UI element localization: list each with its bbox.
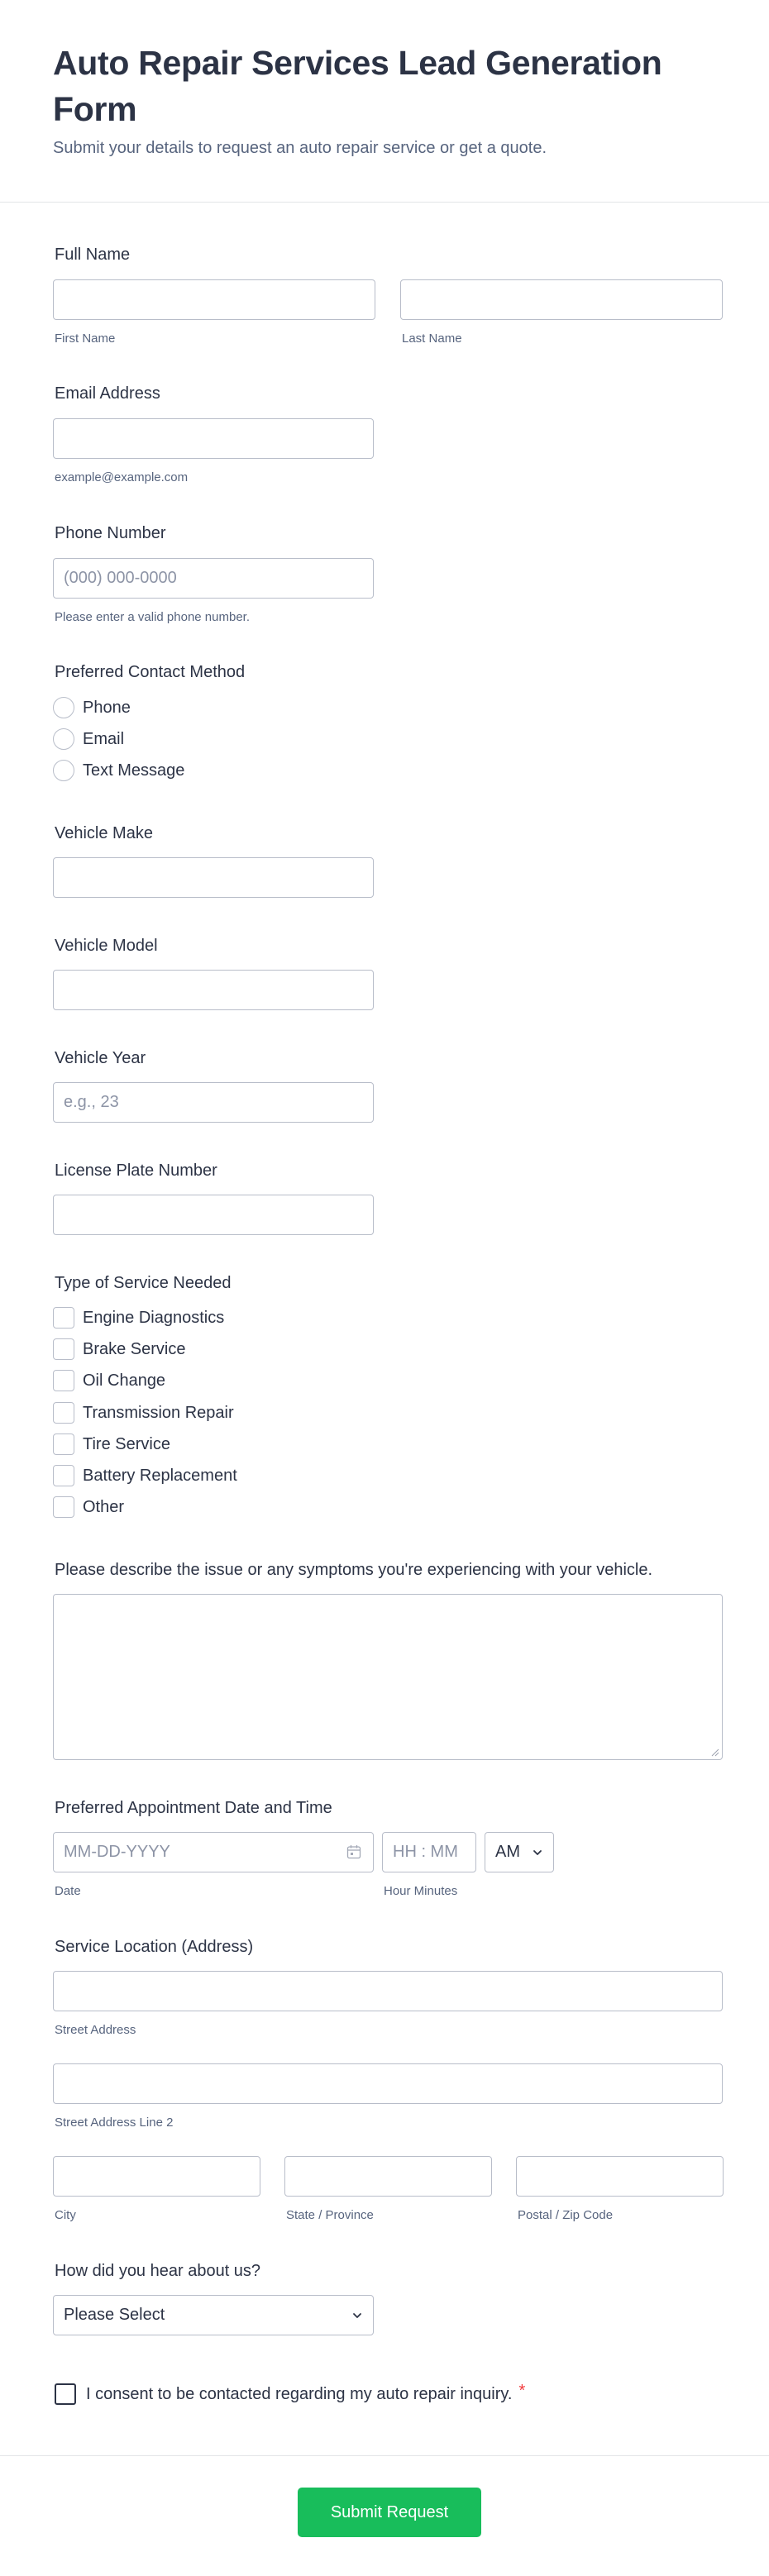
contact-option-email[interactable] bbox=[53, 727, 124, 751]
radio-option-label: Text Message bbox=[83, 761, 185, 780]
state-sublabel: State / Province bbox=[286, 2208, 374, 2222]
first-name-sublabel: First Name bbox=[55, 332, 116, 346]
street-address-input[interactable] bbox=[53, 1971, 723, 2011]
license-plate-label: License Plate Number bbox=[55, 1162, 217, 1180]
service-type-label: Type of Service Needed bbox=[55, 1274, 232, 1292]
resize-grip-icon[interactable] bbox=[709, 1747, 719, 1757]
vehicle-year-label: Vehicle Year bbox=[55, 1049, 146, 1067]
service-option-engine-diagnostics[interactable] bbox=[53, 1306, 224, 1329]
contact-option-text-message[interactable] bbox=[53, 759, 184, 782]
checkbox[interactable] bbox=[53, 1370, 74, 1391]
checkbox-option-label: Tire Service bbox=[83, 1435, 170, 1453]
checkbox-option-label: Brake Service bbox=[83, 1340, 186, 1358]
last-name-sublabel: Last Name bbox=[402, 332, 462, 346]
service-option-oil-change[interactable] bbox=[53, 1369, 165, 1392]
service-option-battery-replacement[interactable] bbox=[53, 1464, 237, 1487]
chevron-down-icon bbox=[351, 2310, 363, 2321]
radio-button[interactable] bbox=[53, 697, 74, 718]
radio-button[interactable] bbox=[53, 728, 74, 750]
appointment-label: Preferred Appointment Date and Time bbox=[55, 1799, 332, 1817]
phone-label: Phone Number bbox=[55, 524, 166, 542]
checkbox[interactable] bbox=[53, 1402, 74, 1424]
first-name-input[interactable] bbox=[53, 279, 375, 320]
service-option-other[interactable] bbox=[53, 1496, 124, 1519]
consent-text: I consent to be contacted regarding my auto repair inquiry. bbox=[86, 2385, 513, 2403]
postal-code-input[interactable] bbox=[516, 2156, 724, 2197]
street-address-line2-input[interactable] bbox=[53, 2063, 723, 2104]
date-input[interactable] bbox=[54, 1833, 327, 1872]
checkbox-option-label: Engine Diagnostics bbox=[83, 1309, 225, 1327]
vehicle-make-input[interactable] bbox=[53, 857, 374, 898]
radio-button[interactable] bbox=[53, 760, 74, 781]
checkbox[interactable] bbox=[53, 1465, 74, 1486]
checkbox-option-label: Other bbox=[83, 1498, 125, 1516]
time-input[interactable] bbox=[382, 1832, 476, 1872]
last-name-input[interactable] bbox=[400, 279, 723, 320]
address-label: Service Location (Address) bbox=[55, 1938, 254, 1956]
referral-select[interactable] bbox=[53, 2295, 374, 2335]
vehicle-make-label: Vehicle Make bbox=[55, 824, 153, 842]
vehicle-model-label: Vehicle Model bbox=[55, 937, 158, 955]
issue-textarea[interactable] bbox=[53, 1594, 723, 1760]
checkbox-option-label: Transmission Repair bbox=[83, 1404, 234, 1422]
email-sublabel: example@example.com bbox=[55, 470, 189, 484]
email-input[interactable] bbox=[53, 418, 374, 459]
street-address-sublabel: Street Address bbox=[55, 2023, 136, 2037]
calendar-icon[interactable] bbox=[346, 1844, 361, 1859]
required-asterisk: * bbox=[518, 2381, 526, 2400]
checkbox-option-label: Battery Replacement bbox=[83, 1467, 237, 1485]
service-option-brake-service[interactable] bbox=[53, 1338, 186, 1361]
form-title: Auto Repair Services Lead Generation Form bbox=[53, 44, 662, 128]
vehicle-model-input[interactable] bbox=[53, 970, 374, 1010]
form-footer bbox=[0, 2455, 769, 2576]
referral-label: How did you hear about us? bbox=[55, 2262, 261, 2280]
email-label: Email Address bbox=[55, 384, 160, 403]
phone-input[interactable] bbox=[53, 558, 374, 599]
form-header bbox=[0, 0, 769, 203]
referral-selected-value: Please Select bbox=[64, 2306, 165, 2324]
checkbox-option-label: Oil Change bbox=[83, 1371, 166, 1390]
submit-button[interactable]: Submit Request bbox=[298, 2488, 481, 2537]
contact-option-phone[interactable] bbox=[53, 696, 131, 719]
full-name-label: Full Name bbox=[55, 246, 131, 264]
postal-code-sublabel: Postal / Zip Code bbox=[518, 2208, 614, 2222]
checkbox[interactable] bbox=[53, 1307, 74, 1329]
state-input[interactable] bbox=[284, 2156, 492, 2197]
radio-option-label: Phone bbox=[83, 699, 131, 717]
radio-option-label: Email bbox=[83, 730, 125, 748]
service-option-transmission-repair[interactable] bbox=[53, 1401, 234, 1424]
issue-label: Please describe the issue or any symptoms you're experiencing with your vehicle. bbox=[55, 1561, 653, 1579]
form-subtitle: Submit your details to request an auto repair service or get a quote. bbox=[53, 139, 547, 157]
service-option-tire-service[interactable] bbox=[53, 1433, 170, 1456]
vehicle-year-input[interactable] bbox=[53, 1082, 374, 1123]
checkbox[interactable] bbox=[53, 1338, 74, 1360]
checkbox[interactable] bbox=[53, 1496, 74, 1518]
consent-checkbox[interactable] bbox=[55, 2383, 76, 2405]
time-sublabel: Hour Minutes bbox=[384, 1884, 458, 1898]
license-plate-input[interactable] bbox=[53, 1195, 374, 1235]
checkbox[interactable] bbox=[53, 1433, 74, 1455]
consent-row[interactable] bbox=[55, 2383, 525, 2406]
city-sublabel: City bbox=[55, 2208, 76, 2222]
street-address-line2-sublabel: Street Address Line 2 bbox=[55, 2116, 174, 2130]
ampm-select[interactable] bbox=[485, 1832, 554, 1872]
chevron-down-icon bbox=[532, 1847, 543, 1858]
city-input[interactable] bbox=[53, 2156, 260, 2197]
ampm-value: AM bbox=[495, 1843, 520, 1861]
phone-sublabel: Please enter a valid phone number. bbox=[55, 610, 250, 624]
date-field[interactable] bbox=[53, 1832, 374, 1872]
date-sublabel: Date bbox=[55, 1884, 81, 1898]
contact-method-label: Preferred Contact Method bbox=[55, 663, 246, 681]
